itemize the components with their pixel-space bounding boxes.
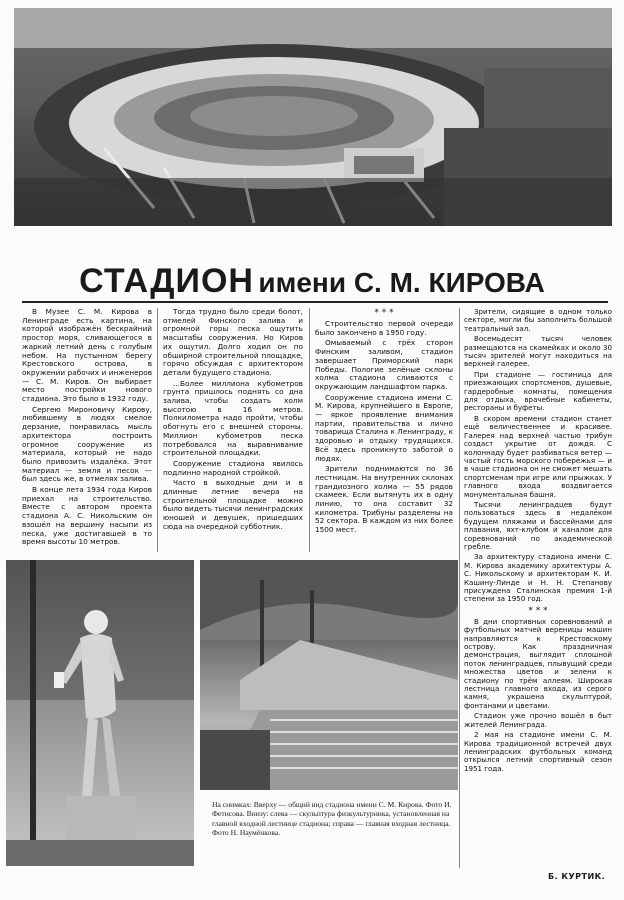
col3-paragraph: Омываемый с трёх сторон Финским заливом, стадион завершает Приморский парк Победы. Пологие зелёные склоны холма стадиона сливаются с окружающим ландшафтом парка. <box>315 338 453 391</box>
col1-paragraph: Сергею Мироновичу Кирову, любившему в людях смелое дерзание, понравилась мысль архитектора построить огромное сооружение из материала, который не надо было привозить издалёка. Этот материал — земля и песок — был здесь же, в отмелях залива. <box>22 404 152 484</box>
photo-caption: На снимках: Вверху — общий вид стадиона имени С. М. Кирова. Фото И. Фетисова. Внизу: слева — скульптура физкультурника, установленная на главной входной лестнице стадиона; справа — главная входная лестница. Фото Н. Наумёнкова. <box>212 800 452 838</box>
col4-paragraph: За архитектуру стадиона имени С. М. Кирова академику архитектуры А. С. Никольскому и архитекторам К. И. Кашину-Линде и Н. Н. Степанову присуждена Сталинская премия 1-й степени за 1950 год. <box>464 552 612 604</box>
col4-paragraph: Стадион уже прочно вошёл в быт жителей Ленинграда. <box>464 711 612 729</box>
statue-photo <box>6 560 194 866</box>
column-3 <box>315 308 453 537</box>
column-divider <box>157 308 158 552</box>
stadium-aerial-photo <box>14 8 612 226</box>
col2-paragraph: Сооружение стадиона явилось подлинно народной стройкой. <box>163 458 303 477</box>
headline-rest: имени С. М. КИРОВА <box>258 267 545 298</box>
column-1 <box>22 308 152 549</box>
col4-paragraph: Зрители, сидящие в одном только секторе, могли бы заполнить большой театральный зал. <box>464 307 612 333</box>
col2-paragraph: Тогда трудно было среди болот, отмелей Финского залива и огромной горы песка ощутить масштабы сооружения. Но Киров их ощутил. Долго ходил он по обширной строительной площадке, горячо обсуждая с архитектором детали будущего стадиона. <box>163 307 303 377</box>
col4-paragraph: В дни спортивных соревнований и футбольных матчей вереницы машин направляются к Крестовскому острову. Как праздничная демонстрация, выглядит сплошной поток ленинградцев, плывущий среди множества цветов и зелени к стадиону по трём аллеям. Широкая лестница главного входа, из серого камня, украшена скульптурой, фонтанами и цветами. <box>464 616 612 710</box>
section-stars: * * * <box>528 605 548 616</box>
col4-paragraph: При стадионе — гостиница для приезжающих спортсменов, душевые, гардеробные комнаты, помещения для отдыха, врачебные кабинеты, рестораны и буфеты. <box>464 369 612 413</box>
column-4 <box>464 308 612 775</box>
column-divider <box>309 308 310 552</box>
author-signature: Б. КУРТИК. <box>548 872 606 881</box>
col3-paragraph: Сооружение стадиона имени С. М. Кирова, крупнейшего в Европе, — яркое проявление внимания партии, правительства и лично товарища Сталина к Ленинграду, к здоровью и отдыху трудящихся. Всё здесь проникнуто заботой о людях. <box>315 392 453 463</box>
col2-paragraph: Часто в выходные дни и в длинные летние вечера на строительной площадке можно было видеть тысячи ленинградских юношей и девушек, пришедших сюда на очередной субботник. <box>163 478 303 531</box>
col2-paragraph: ...Более миллиона кубометров грунта пришлось поднять со дна залива, чтобы создать холм высотою в 16 метров. Полкилометра надо пройти, чтобы обогнуть его с внешней стороны. Миллион кубометров песка потребовался на выравнивание строительной площадки. <box>163 378 303 458</box>
col4-paragraph: В скором времени стадион станет ещё величественнее и красивее. Галерея над верхней частью трибун создаст укрытие от дождя. С колоннаду будет разбиваться ветер — частый гость морского побережья — и в чаше стадиона он не сможет мешать спортсменам при игре или прыжках. У главного входа воздвигается монументальная башня. <box>464 413 612 499</box>
col1-paragraph: В конце лета 1934 года Киров приехал на строительство. Вместе с автором проекта стадиона А. С. Никольским он взошёл на вершину насыпи из песка, уже достигавшей в то время высоты 10 метров. <box>22 485 152 547</box>
headline-rule <box>22 301 608 303</box>
col4-paragraph: 2 мая на стадионе имени С. М. Кирова традиционной встречей двух ленинградских футбольных команд открылся летний спортивный сезон 1951 года. <box>464 730 612 773</box>
column-2 <box>163 308 303 534</box>
col1-paragraph: В Музее С. М. Кирова в Ленинграде есть картина, на которой изображён бескрайний простор моря, сливающегося в жаркий летний день с голубым небом. На пустынном берегу Крестовского острова, в окружении рабочих и инженеров — С. М. Киров. Он выбирает место постройки нового стадиона. Это было в 1932 году. <box>22 307 152 404</box>
article-headline <box>0 262 624 301</box>
column-divider <box>459 308 460 868</box>
col4-paragraph: Тысячи ленинградцев будут пользоваться здесь в недалёком будущем пляжами и бассейнами для плавания, яхт-клубом и каналом для соревнований по академической гребле. <box>464 499 612 551</box>
col3-paragraph: Зрители поднимаются по 36 лестницам. На внутренних склонах грандиозного холма — 55 рядов скамеек. Если вытянуть их в одну линию, то она составит 32 километра. Трибуны разделены на 52 сектора. В каждом из них более 1500 мест. <box>315 464 453 535</box>
section-stars: * * * <box>374 308 394 318</box>
stairs-photo <box>200 560 458 790</box>
col4-paragraph: Восемьдесят тысяч человек размещаются на скамейках и около 30 тысяч зрителей могут находиться на верхней галерее. <box>464 334 612 369</box>
headline-main: СТАДИОН <box>79 262 254 300</box>
col3-paragraph: Строительство первой очереди было закончено в 1950 году. <box>315 319 453 337</box>
